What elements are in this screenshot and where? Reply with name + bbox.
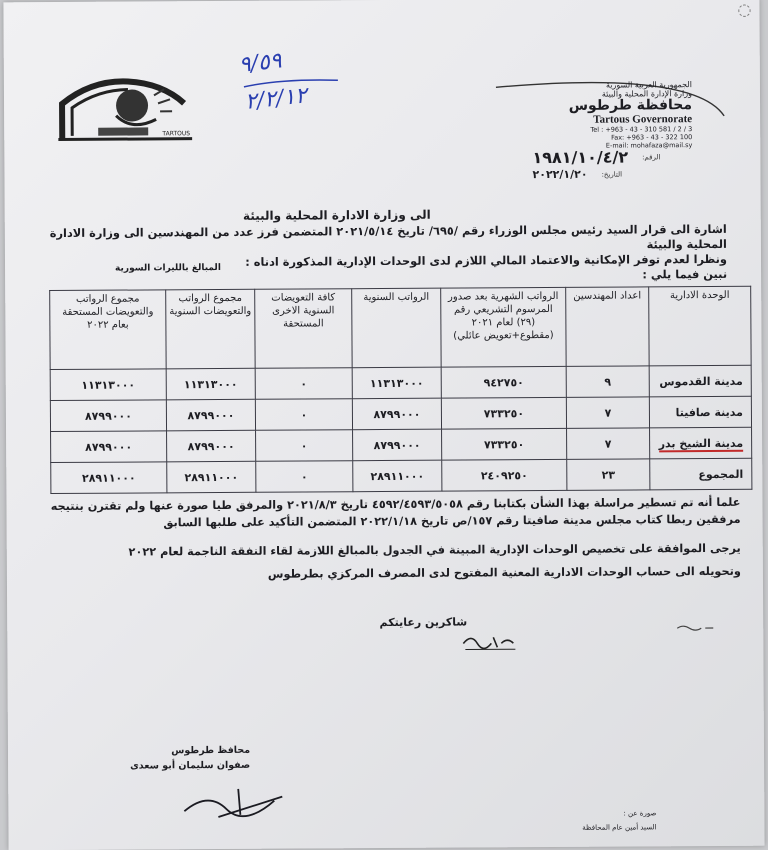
- cell-total-2022: ٢٨٩١١٠٠٠: [51, 462, 167, 494]
- intro-paragraph: [37, 222, 727, 286]
- contact-email: E-mail: mohafaza@mail.sy: [605, 141, 693, 150]
- handwritten-signature: [178, 781, 288, 826]
- logo-text: TARTOUS: [162, 130, 191, 138]
- amount-note: المبالغ بالليرات السورية: [115, 262, 221, 274]
- cell-total-annual: ٨٧٩٩٠٠٠: [167, 430, 256, 462]
- cell-unit: مدينة صافيتا: [649, 396, 751, 428]
- copy-recipient: السيد أمين عام المحافظة: [582, 823, 657, 832]
- cell-total-2022: ١١٣١٣٠٠٠: [50, 369, 166, 401]
- cell-total-2022: ٨٧٩٩٠٠٠: [51, 431, 167, 463]
- ref-value: ١٩٨١/١٠/٤/٢: [532, 147, 629, 168]
- date-label: التاريخ:: [601, 170, 623, 179]
- cell-annual: ٢٨٩١١٠٠٠: [353, 460, 442, 492]
- cell-engineers: ٧: [567, 428, 650, 460]
- handwritten-date: ٢/٢/١٢: [243, 83, 309, 116]
- document-page: [3, 0, 764, 850]
- cell-annual: ٨٧٩٩٠٠٠: [353, 429, 442, 461]
- cell-monthly: ٧٣٣٢٥٠: [441, 397, 566, 429]
- cell-total-2022: ٨٧٩٩٠٠٠: [50, 400, 166, 432]
- cell-annual: ١١٣١٣٠٠٠: [352, 367, 441, 399]
- signer-name: صفوان سليمان أبو سعدى: [130, 759, 251, 772]
- cell-unit-text: مدينة الشيخ بدر: [658, 436, 744, 450]
- cell-total-annual: ١١٣١٣٠٠٠: [166, 368, 255, 400]
- col-total-annual: مجموع الرواتب والتعويضات السنوية: [166, 289, 255, 369]
- cell-unit: [650, 427, 752, 459]
- governorate-header: [492, 80, 692, 150]
- note-line: علما أنه تم تسطير مراسلة بهذا الشأن بكتابنا رقم ٤٥٩٢/٤٥٩٣/٥٠٥٨ تاريخ ٢٠٢١/٨/٣ والمرفق طيا صورة عنها ولم تقترن بنتيجه: [50, 495, 741, 514]
- signer-title: محافظ طرطوس: [171, 744, 251, 757]
- table-total-row: [51, 458, 752, 493]
- cell-total-annual: ٨٧٩٩٠٠٠: [166, 399, 255, 431]
- note-request: [21, 540, 741, 584]
- gov-line-1: الجمهورية العربية السورية: [606, 80, 692, 90]
- contact-fax: Fax: +963 - 43 - 322 100: [611, 133, 693, 142]
- note-line: وتحويله الى حساب الوحدات الادارية المعنية المفتوح لدى المصرف المركزي بطرطوس: [267, 564, 741, 581]
- cell-other: ٠: [256, 430, 353, 462]
- table-row: [50, 396, 751, 431]
- cell-other: ٠: [255, 399, 352, 431]
- intro-line-1: اشارة الى قرار السيد رئيس مجلس الوزراء رقم /٦٩٥/ تاريخ ٢٠٢١/٥/١٤ المتضمن فرز عدد من المهندسين الى وزارة الادارة المحلية والبيئة: [49, 221, 727, 252]
- table-header-row: [50, 286, 751, 369]
- col-monthly: الرواتب الشهرية بعد صدور المرسوم التشريعي رقم (٢٩) لعام ٢٠٢١ (مقطوع+تعويض عائلي): [441, 287, 566, 367]
- note-line: يرجى الموافقة على تخصيص الوحدات الإدارية المبينة في الجدول بالمبالغ اللازمة لقاء النفقة الناجمة لعام ٢٠٢٢: [128, 541, 741, 559]
- note-line: مرفقين ربطا كتاب مجلس مدينة صافيتا رقم ١٥٧/ص تاريخ ٢٠٢٢/١/١٨ المتضمن التأكيد على طلبها السابق: [163, 512, 741, 530]
- cell-engineers: ٧: [566, 397, 649, 429]
- copy-label: صورة عن :: [623, 809, 657, 818]
- cell-engineers: ٢٣: [567, 459, 650, 491]
- col-other-comp: كافة التعويضات السنوية الاخرى المستحقة: [255, 289, 352, 369]
- handwritten-number: ٩/٥٩: [237, 48, 283, 79]
- cell-engineers: ٩: [566, 366, 649, 398]
- addressee: الى وزارة الادارة المحلية والبيئة: [242, 207, 431, 223]
- contact-tel: Tel : +963 - 43 - 310 581 / 2 / 3: [590, 125, 693, 134]
- ref-label: الرقم:: [642, 152, 661, 161]
- table-row: [50, 365, 751, 400]
- dash-mark: [675, 622, 715, 634]
- salary-table: [49, 286, 752, 494]
- col-total-2022: مجموع الرواتب والتعويضات المستحقة بعام ٢٠٢٢: [50, 290, 166, 370]
- col-annual: الرواتب السنوية: [352, 288, 441, 368]
- gov-name-ar: محافظة طرطوس: [568, 97, 693, 114]
- reference-block: [532, 148, 660, 183]
- col-engineers: اعداد المهندسين: [566, 287, 649, 367]
- gov-name-en: Tartous Governorate: [593, 113, 693, 126]
- table-row: [51, 427, 752, 462]
- cell-unit: المجموع: [650, 458, 752, 490]
- note-previous-correspondence: [20, 494, 740, 532]
- cell-total-annual: ٢٨٩١١٠٠٠: [167, 461, 256, 493]
- signature-block: [130, 743, 250, 774]
- date-value: ٢٠٢٢/١/٢٠: [532, 167, 588, 182]
- cell-unit: مدينة القدموس: [649, 365, 751, 397]
- cell-other: ٠: [255, 368, 352, 400]
- cell-other: ٠: [256, 461, 353, 493]
- col-unit: الوحدة الادارية: [649, 286, 751, 366]
- intro-line-3: نبين فيما يلي :: [642, 266, 728, 282]
- copy-to: [582, 806, 656, 834]
- corner-mark: ◌: [737, 0, 752, 19]
- cell-monthly: ٧٣٣٢٥٠: [442, 428, 567, 460]
- cell-monthly: ٢٤٠٩٢٥٠: [442, 459, 567, 491]
- closing-thanks: شاكرين رعايتكم: [379, 615, 468, 630]
- initials-scrawl: [459, 629, 519, 653]
- tartous-logo: [58, 75, 192, 146]
- intro-line-2: ونظرا لعدم توفر الإمكانية والاعتماد المالي اللازم لدى الوحدات الإدارية المذكورة ادناه :: [245, 251, 728, 269]
- cell-monthly: ٩٤٢٧٥٠: [441, 366, 566, 398]
- gov-line-2: وزارة الإدارة المحلية والبيئة: [601, 89, 693, 99]
- cell-annual: ٨٧٩٩٠٠٠: [352, 398, 441, 430]
